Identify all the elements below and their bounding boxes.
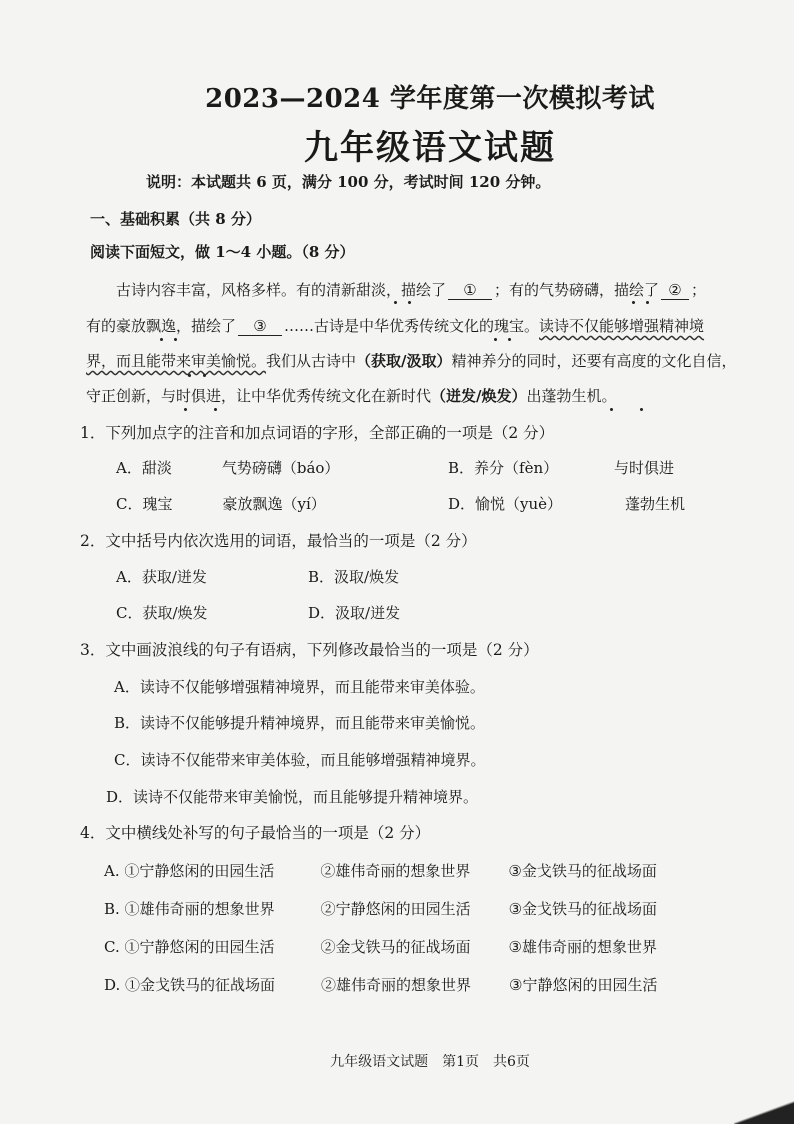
option-word: 甜淡 xyxy=(141,459,172,477)
option-label: B． xyxy=(308,568,335,586)
question-1-stem: 1．下列加点字的注音和加点词语的字形，全部正确的一项是（2 分） xyxy=(80,424,555,442)
word-choice-2: （迸发/焕发） xyxy=(431,387,527,405)
blank-1: ① xyxy=(448,281,492,300)
passage-line-4 xyxy=(86,385,617,406)
option-phrase: ②雄伟奇丽的想象世界 xyxy=(321,976,472,994)
option-label: D． xyxy=(448,495,476,513)
passage-text: 我们从古诗中 xyxy=(266,352,357,370)
word-choice-1: （获取/汲取） xyxy=(356,352,452,370)
passage-text: 古诗内容丰富，风格多样。有的清新甜淡，描绘了 xyxy=(116,281,447,299)
emphasis-dot xyxy=(214,408,217,411)
question-1-option-a[interactable] xyxy=(116,457,339,478)
exam-note: 说明：本试题共 6 页，满分 100 分，考试时间 120 分钟。 xyxy=(146,173,551,191)
page-footer: 九年级语文试题 第1页 共6页 xyxy=(330,1054,530,1070)
option-phrase: ①金戈铁马的征战场面 xyxy=(125,976,276,994)
emphasis-dot xyxy=(508,338,511,341)
emphasis-dot xyxy=(203,374,206,377)
emphasis-dot xyxy=(640,408,643,411)
option-text: 获取/焕发 xyxy=(142,604,208,622)
option-label: A． xyxy=(116,568,142,586)
option-label: A． xyxy=(114,678,140,696)
option-word: 与时俱进 xyxy=(614,459,675,477)
option-phrase: ③雄伟奇丽的想象世界 xyxy=(508,938,657,956)
question-4-option-d[interactable] xyxy=(104,974,658,995)
passage-text: 守正创新，与时俱进，让中华优秀传统文化在新时代 xyxy=(86,387,432,405)
option-label: C． xyxy=(116,495,143,513)
question-2-option-a[interactable] xyxy=(116,566,207,587)
option-label: A. xyxy=(104,862,120,880)
option-label: D. xyxy=(104,976,121,994)
question-4-option-c[interactable] xyxy=(104,936,657,957)
question-2-stem: 2．文中括号内依次选用的词语，最恰当的一项是（2 分） xyxy=(80,532,477,550)
option-label: B. xyxy=(104,900,120,918)
exam-subtitle: 九年级语文试题 xyxy=(304,128,556,168)
option-word: 气势磅礴（báo） xyxy=(221,459,340,477)
blank-3: ③ xyxy=(238,317,282,336)
emphasis-dot xyxy=(494,338,497,341)
passage-line-2 xyxy=(86,315,704,336)
question-2-option-d[interactable] xyxy=(308,602,400,623)
question-4-option-b[interactable] xyxy=(104,898,657,919)
option-text: 读诗不仅能够增强精神境界，而且能带来审美体验。 xyxy=(139,678,485,696)
option-phrase: ③金戈铁马的征战场面 xyxy=(508,862,657,880)
question-2-option-b[interactable] xyxy=(308,566,399,587)
question-3-option-a[interactable] xyxy=(114,676,485,697)
option-label: B． xyxy=(114,714,141,732)
question-3-option-d[interactable] xyxy=(106,786,478,807)
option-word: 瑰宝 xyxy=(142,495,173,513)
option-label: C． xyxy=(114,751,141,769)
question-1-option-c[interactable] xyxy=(116,493,326,514)
question-1-option-d[interactable] xyxy=(448,493,685,514)
option-text: 汲取/迸发 xyxy=(335,604,401,622)
option-label: D． xyxy=(106,788,134,806)
option-text: 读诗不仅能带来审美愉悦，而且能够提升精神境界。 xyxy=(133,788,479,806)
option-label: C. xyxy=(104,938,120,956)
option-phrase: ③金戈铁马的征战场面 xyxy=(508,900,658,918)
option-label: D． xyxy=(308,604,336,622)
wavy-sentence-part-2: 界，而且能带来审美愉悦。 xyxy=(86,352,267,370)
passage-line-3 xyxy=(86,350,737,371)
passage-line-1 xyxy=(116,279,706,300)
section-heading: 一、基础积累（共 8 分） xyxy=(90,210,261,228)
exam-title: 2023—2024 学年度第一次模拟考试 xyxy=(205,84,655,114)
option-word: 愉悦（yuè） xyxy=(475,495,563,513)
option-word: 豪放飘逸（yí） xyxy=(222,495,326,513)
question-1-option-b[interactable] xyxy=(448,457,674,478)
option-text: 获取/迸发 xyxy=(141,568,207,586)
option-word: 养分（fèn） xyxy=(474,459,559,477)
emphasis-dot xyxy=(184,408,187,411)
option-phrase: ③宁静悠闲的田园生活 xyxy=(509,976,658,994)
wavy-sentence-part-1: 读诗不仅能够增强精神境 xyxy=(539,317,705,335)
option-phrase: ①雄伟奇丽的想象世界 xyxy=(124,900,275,918)
question-4-stem: 4．文中横线处补写的句子最恰当的一项是（2 分） xyxy=(80,824,431,842)
option-word: 蓬勃生机 xyxy=(625,495,686,513)
emphasis-dot xyxy=(610,408,613,411)
passage-text: 有的豪放飘逸，描绘了 xyxy=(86,317,237,335)
emphasis-dot xyxy=(632,301,635,304)
question-4-option-a[interactable] xyxy=(104,860,657,881)
emphasis-dot xyxy=(408,301,411,304)
option-phrase: ①宁静悠闲的田园生活 xyxy=(124,938,275,956)
passage-text: 精神养分的同时，还要有高度的文化自信， xyxy=(451,352,737,370)
emphasis-dot xyxy=(394,301,397,304)
option-text: 汲取/焕发 xyxy=(334,568,400,586)
scan-shadow xyxy=(734,1094,794,1124)
question-3-option-b[interactable] xyxy=(114,712,485,733)
question-2-option-c[interactable] xyxy=(116,602,208,623)
question-3-stem: 3．文中画波浪线的句子有语病，下列修改最恰当的一项是（2 分） xyxy=(80,641,539,659)
emphasis-dot xyxy=(160,338,163,341)
option-text: 读诗不仅能够提升精神境界，而且能带来审美愉悦。 xyxy=(140,714,486,732)
option-phrase: ②雄伟奇丽的想象世界 xyxy=(320,862,471,880)
option-phrase: ②金戈铁马的征战场面 xyxy=(320,938,471,956)
emphasis-dot xyxy=(646,301,649,304)
option-phrase: ②宁静悠闲的田园生活 xyxy=(320,900,471,918)
passage-text: ； xyxy=(691,281,707,299)
option-label: B． xyxy=(448,459,475,477)
option-text: 读诗不仅能带来审美体验，而且能够增强精神境界。 xyxy=(140,751,486,769)
option-label: A． xyxy=(116,459,142,477)
question-3-option-c[interactable] xyxy=(114,749,486,770)
emphasis-dot xyxy=(174,338,177,341)
emphasis-dot xyxy=(188,374,191,377)
passage-text: ……古诗是中华优秀传统文化的瑰宝。 xyxy=(284,317,540,335)
passage-text: 出蓬勃生机。 xyxy=(526,387,617,405)
option-phrase: ①宁静悠闲的田园生活 xyxy=(124,862,275,880)
passage-text: ；有的气势磅礴，描绘了 xyxy=(494,281,660,299)
section-instruction: 阅读下面短文，做 1～4 小题。（8 分） xyxy=(90,243,355,261)
option-label: C． xyxy=(116,604,143,622)
blank-2: ② xyxy=(661,281,689,300)
